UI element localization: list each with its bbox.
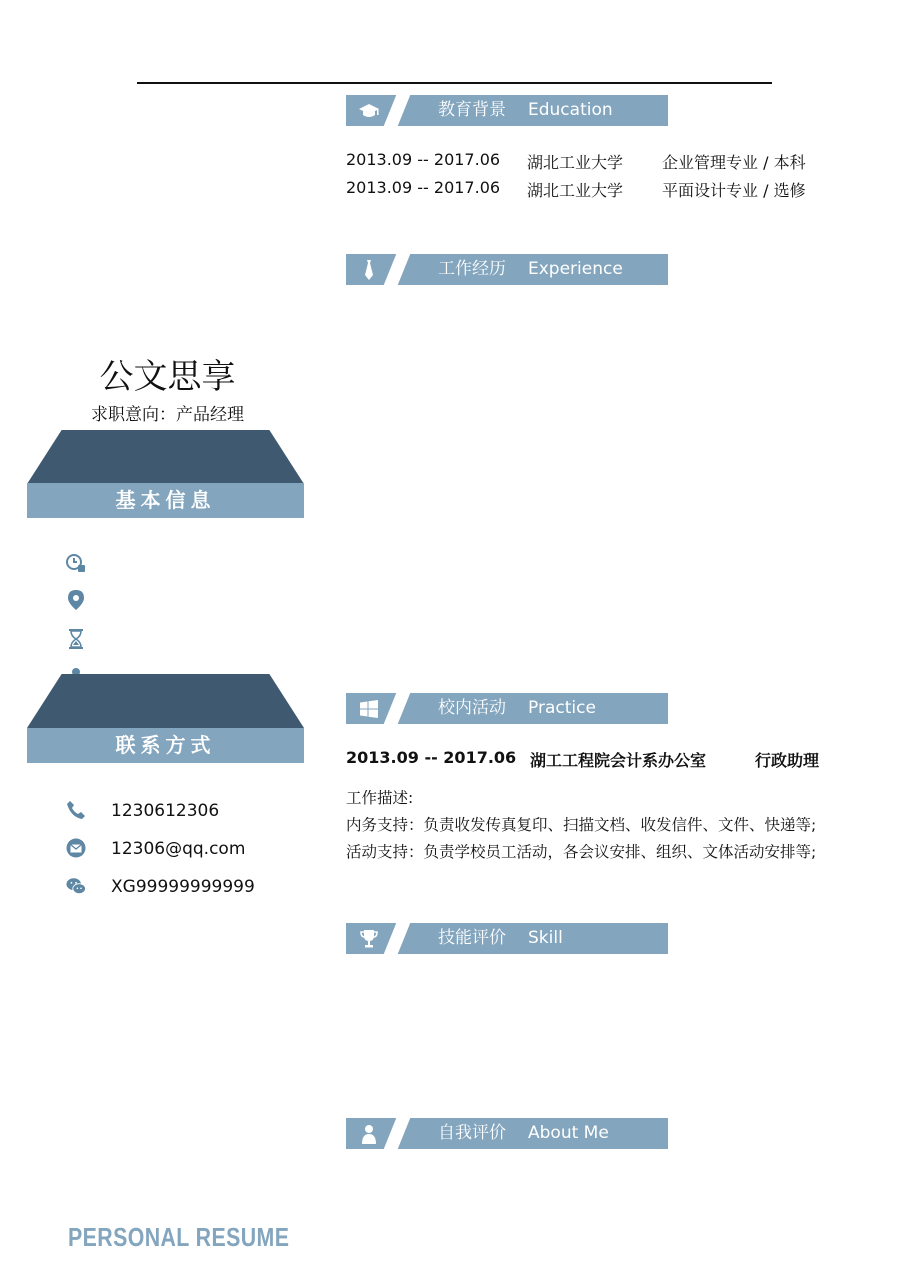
- practice-desc-label: 工作描述:: [346, 789, 414, 807]
- section-header-practice: [346, 693, 668, 724]
- section-title-en: Skill: [528, 928, 563, 948]
- education-major: 企业管理专业 / 本科: [662, 153, 806, 172]
- education-row: [346, 178, 500, 197]
- practice-period: 2013.09 -- 2017.06: [346, 748, 517, 767]
- section-title-cn: 教育背景: [438, 100, 506, 120]
- contact-phone: 1230612306: [111, 801, 220, 821]
- location-icon: [66, 590, 86, 610]
- contact-email: 12306@qq.com: [111, 839, 246, 859]
- education-school: 湖北工业大学: [527, 181, 624, 200]
- candidate-name: 公文思享: [99, 357, 236, 397]
- age-icon: [66, 553, 86, 573]
- basic-info-trapezoid: [27, 430, 304, 484]
- education-period: 2013.09 -- 2017.06: [346, 150, 501, 169]
- education-period: 2013.09 -- 2017.06: [346, 178, 501, 197]
- practice-desc-line: 活动支持：负责学校员工活动，各会议安排、组织、文体活动安排等;: [346, 843, 817, 861]
- section-title-cn: 自我评价: [438, 1123, 506, 1143]
- footer-personal-resume: PERSONAL RESUME: [68, 1222, 290, 1252]
- section-header-education: [346, 95, 668, 126]
- section-title-en: Education: [528, 100, 613, 120]
- contact-title: 联系方式: [27, 728, 304, 763]
- education-row: [346, 150, 500, 169]
- practice-desc-line: 内务支持：负责收发传真复印、扫描文档、收发信件、文件、快递等;: [346, 816, 817, 834]
- practice-role: 行政助理: [755, 751, 820, 770]
- mail-icon: [66, 838, 86, 858]
- contact-wechat: XG99999999999: [111, 877, 255, 897]
- section-title-en: Practice: [528, 698, 596, 718]
- phone-icon: [66, 800, 86, 820]
- education-major: 平面设计专业 / 选修: [662, 181, 806, 200]
- section-header-skill: [346, 923, 668, 954]
- section-title-cn: 技能评价: [438, 928, 506, 948]
- job-intent: 求职意向：产品经理: [91, 405, 244, 425]
- education-school: 湖北工业大学: [527, 153, 624, 172]
- section-title-cn: 工作经历: [438, 259, 506, 279]
- wechat-icon: [66, 876, 86, 896]
- practice-org: 湖工工程院会计系办公室: [530, 751, 707, 770]
- top-divider: [137, 82, 772, 84]
- section-header-about: [346, 1118, 668, 1149]
- basic-info-title: 基本信息: [27, 483, 304, 518]
- hourglass-icon: [66, 629, 86, 649]
- contact-trapezoid: [27, 674, 304, 728]
- section-title-en: About Me: [528, 1123, 609, 1143]
- section-header-experience: [346, 254, 668, 285]
- section-title-en: Experience: [528, 259, 623, 279]
- section-title-cn: 校内活动: [438, 698, 506, 718]
